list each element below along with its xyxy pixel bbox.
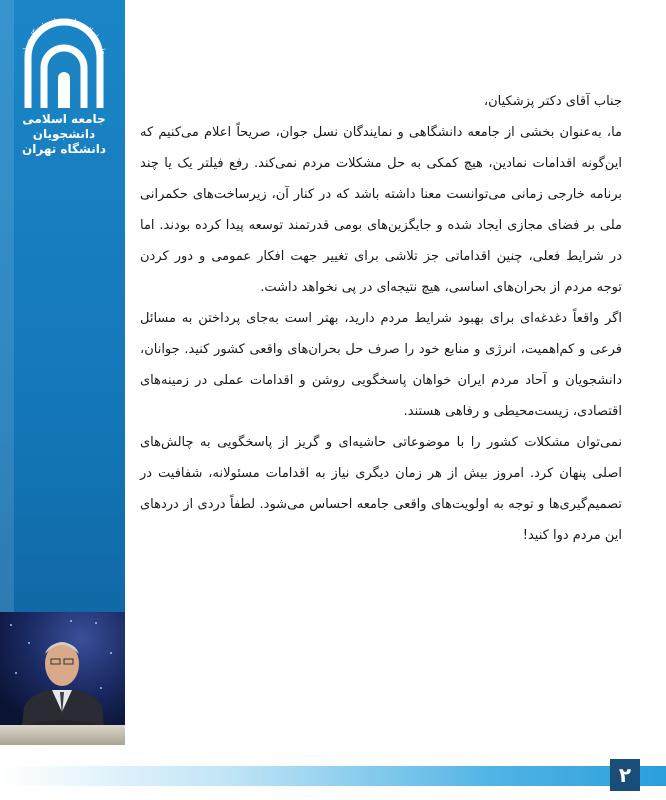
letter-body xyxy=(140,86,622,551)
logo-ring-text: جامعه اسلامی دانشجویان دانشگاه تهران xyxy=(20,15,108,56)
desk xyxy=(0,725,125,745)
portrait-photo xyxy=(0,612,125,745)
letter-paragraph-3: نمی‌توان مشکلات کشور را با موضوعاتی حاشیه‌ای و گریز از پاسخگویی به چالش‌های اصلی پنهان کرد. امروز بیش از هر زمان دیگری نیاز به اقدامات مسئولانه، شفافیت در تصمیم‌گیری‌ها و توجه به اولویت‌های واقعی جامعه احساس می‌شود. لطفاً دردی از دردهای این مردم دوا کنید! xyxy=(140,435,622,543)
footer-bar xyxy=(0,766,666,786)
letter-paragraph-2: اگر واقعاً دغدغه‌ای برای بهبود شرایط مردم دارید، بهتر است به‌جای پرداختن به مسائل فرعی و کم‌اهمیت، انرژی و منابع خود را صرف حل بحران‌های واقعی کشور کنید. جوانان، دانشجویان و آحاد مردم ایران خواهان پاسخگویی روشن و اقدامات عملی در زمینه‌های اقتصادی، زیست‌محیطی و رفاهی هستند. xyxy=(140,311,622,419)
letter-paragraph-1: ما، به‌عنوان بخشی از جامعه دانشگاهی و نمایندگان نسل جوان، صریحاً اعلام می‌کنیم که این‌گونه اقدامات نمادین، هیچ کمکی به حل مشکلات مردم نمی‌کند. رفع فیلتر یک یا چند برنامه خارجی زمانی می‌توانست معنا داشته باشد که در کنار آن، زیرساخت‌های حکمرانی ملی بر فضای مجازی ایجاد شده و جایگزین‌های بومی قدرتمند توسعه پیدا کرده بودند. اما در شرایط فعلی، چنین اقداماتی جز تلاشی برای تغییر جهت افکار عمومی و دور کردن توجه مردم از بحران‌های اساسی، هیچ نتیجه‌ای در پی نخواهد داشت. xyxy=(140,125,622,295)
page-number: ۲ xyxy=(610,759,640,791)
university-name: دانشگاه تهران xyxy=(22,142,106,156)
organization-logo xyxy=(12,8,116,158)
letter-greeting: جناب آقای دکتر پزشکیان، xyxy=(483,94,622,109)
organization-name: جامعه اسلامی دانشجویان xyxy=(22,112,106,141)
logo-emblem-icon xyxy=(14,8,114,112)
sidebar xyxy=(0,0,125,745)
